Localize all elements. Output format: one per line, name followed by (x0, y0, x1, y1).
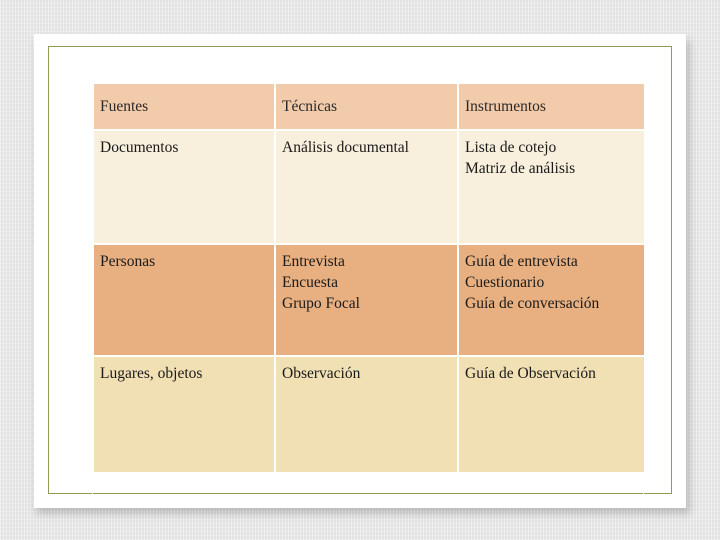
instrumento-text: Matriz de análisis (465, 160, 576, 177)
instrumento-text: Cuestionario (465, 274, 545, 291)
cell-instrumentos (458, 244, 645, 356)
instrumento-text: Guía de entrevista (465, 253, 578, 270)
header-instrumentos: Instrumentos (458, 83, 645, 130)
cell-fuente (93, 130, 275, 244)
fuente-text: Lugares, objetos (100, 365, 203, 382)
cell-fuente (93, 356, 275, 473)
instrumento-text: Guía de conversación (465, 295, 600, 312)
tecnica-text: Grupo Focal (282, 295, 360, 312)
header-tecnicas: Técnicas (275, 83, 458, 130)
cell-tecnicas (275, 130, 458, 244)
instrumento-text: Lista de cotejo (465, 139, 557, 156)
cell-fuente (93, 244, 275, 356)
cell-tecnicas (275, 356, 458, 473)
cell-instrumentos (458, 130, 645, 244)
tecnica-text: Observación (282, 365, 361, 382)
slide-card (34, 34, 686, 508)
sources-techniques-table (92, 82, 644, 506)
fuente-text: Personas (100, 253, 156, 270)
tecnica-text: Encuesta (282, 274, 338, 291)
tecnica-text: Análisis documental (282, 139, 409, 156)
instrumento-text: Guía de Observación (465, 365, 596, 382)
cell-tecnicas (275, 244, 458, 356)
tecnica-text: Entrevista (282, 253, 345, 270)
fuente-text: Documentos (100, 139, 179, 156)
cell-instrumentos (458, 356, 645, 473)
header-fuentes: Fuentes (93, 83, 275, 130)
